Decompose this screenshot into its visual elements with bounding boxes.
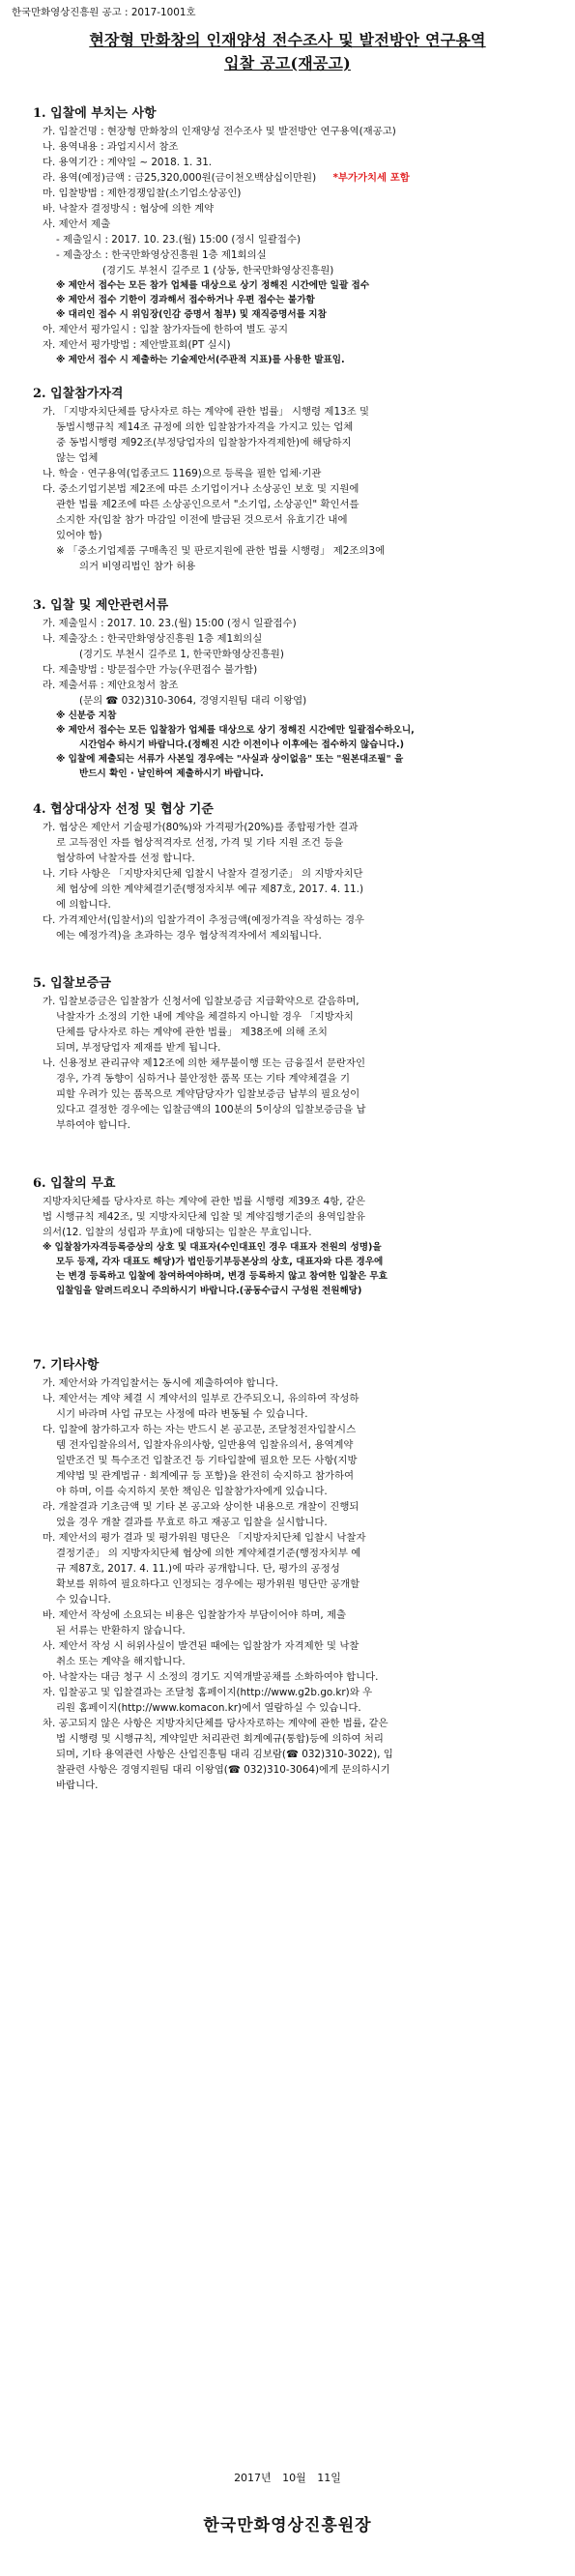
item-2-na: 나. 학술 · 연구용역(업종코드 1169)으로 등록을 필한 업체·기관 — [43, 468, 322, 479]
section-3 — [33, 596, 560, 781]
item-3-ga: 가. 제출일시 : 2017. 10. 23.(월) 15:00 (정시 일괄접수) — [43, 618, 297, 629]
item-3-na: 나. 제출장소 : 한국만화영상진흥원 1층 제1회의실 — [43, 633, 263, 645]
item-7-ja-2: 리원 홈페이지(http://www.komacon.kr)에서 열람하실 수 있습니다. — [56, 1702, 361, 1714]
item-7-ra-1: 라. 개찰결과 기초금액 및 기타 본 공고와 상이한 내용으로 개찰이 진행되 — [43, 1501, 359, 1513]
item-2-ga-4: 않는 업체 — [56, 452, 99, 464]
item-5-na-5: 부하여야 합니다. — [56, 1119, 130, 1131]
item-7-cha-4: 찰관련 사항은 경영지원팀 대리 이왕엽(☎ 032)310-3064)에게 문의하시기 — [56, 1764, 390, 1776]
vat-note: *부가가치세 포함 — [332, 172, 410, 184]
item-1-ga: 가. 입찰건명 : 현장형 만화창의 인재양성 전수조사 및 발전방안 연구용역(재공고) — [43, 126, 396, 137]
item-2-ga-3: 중 동법시행령 제92조(부정당업자의 입찰참가자격제한)에 해당하지 — [56, 437, 352, 449]
item-4-ga-2: 로 고득점인 자를 협상적격자로 선정, 가격 및 기타 지원 조건 등을 — [56, 837, 344, 849]
item-7-da-2: 템 전자입찰유의서, 입찰자유의사항, 일반용역 입찰유의서, 용역계약 — [56, 1439, 354, 1451]
item-7-ma-3: 규 제87호, 2017. 4. 11.)에 따라 공개합니다. 단, 평가의 공정성 — [56, 1563, 340, 1575]
item-7-ga: 가. 제안서와 가격입찰서는 동시에 제출하여야 합니다. — [43, 1377, 278, 1389]
item-2-ga-1: 가. 「지방자치단체를 당사자로 하는 계약에 관한 법률」 시행령 제13조 및 — [43, 406, 370, 418]
item-5-ga-3: 단체를 당사자로 하는 계약에 관한 법률」 제38조에 의해 조치 — [56, 1027, 328, 1038]
item-4-da-1: 다. 가격제안서(입찰서)의 입찰가격이 추정금액(예정가격을 작성하는 경우 — [43, 914, 365, 926]
item-1-da: 다. 용역기간 : 계약일 ~ 2018. 1. 31. — [43, 157, 213, 168]
note-1-4: ※ 제안서 접수 시 제출하는 기술제안서(주관적 지표)를 사용한 발표임. — [56, 355, 345, 365]
item-5-na-4: 있다고 결정한 경우에는 입찰금액의 100분의 5이상의 입찰보증금을 납 — [56, 1104, 366, 1115]
item-7-cha-2: 법 시행령 및 시행규칙, 계약일반 처리관련 회계예규(통합)등에 의하여 처리 — [56, 1733, 384, 1745]
section-4-heading: 4. 협상대상자 선정 및 협상 기준 — [33, 802, 214, 817]
item-2-da-1: 다. 중소기업기본법 제2조에 따른 소기업이거나 소상공인 보호 및 지원에 — [43, 483, 359, 495]
issuing-agency: 한국만화영상진흥원장 — [203, 2516, 372, 2535]
note-1-1: ※ 제안서 접수는 모든 참가 업체를 대상으로 상기 정해진 시간에만 일괄 접수 — [56, 280, 370, 291]
item-7-ba-1: 바. 제안서 작성에 소요되는 비용은 입찰참가자 부담이어야 하며, 제출 — [43, 1609, 347, 1621]
item-3-da: 다. 제출방법 : 방문접수만 가능(우편접수 불가함) — [43, 664, 258, 676]
item-2-note-2: 의거 비영리법인 참가 허용 — [79, 561, 196, 572]
item-5-na-1: 나. 신용정보 관리규약 제12조에 의한 채무불이행 또는 금융질서 문란자인 — [43, 1057, 366, 1069]
item-7-da-3: 일반조건 및 특수조건 입찰조건 등 기타입찰에 필요한 모든 사항(지방 — [56, 1455, 358, 1466]
item-7-ma-4: 확보를 위하여 필요하다고 인정되는 경우에는 평가위원 명단만 공개할 — [56, 1578, 360, 1590]
item-7-cha-5: 바랍니다. — [56, 1780, 99, 1791]
item-5-ga-2: 낙찰자가 소정의 기한 내에 계약을 체결하지 아니할 경우 「지방자치 — [56, 1011, 354, 1023]
item-5-na-2: 경우, 가격 동향이 심하거나 불안정한 품목 또는 기타 계약체결을 기 — [56, 1073, 351, 1085]
item-3-na-2: (경기도 부천시 길주로 1, 한국만화영상진흥원) — [79, 649, 284, 660]
item-2-ga-2: 동법시행규칙 제14조 규정에 의한 입찰참가자격을 가지고 있는 업체 — [56, 421, 354, 433]
section-2 — [33, 385, 560, 574]
section-1 — [33, 104, 560, 367]
item-7-ah: 아. 낙찰자는 대금 청구 시 소정의 경기도 지역개발공채를 소화하여야 합니다. — [43, 1671, 379, 1683]
item-7-da-5: 야 하며, 이를 숙지하지 못한 책임은 입찰참가자에게 있습니다. — [56, 1486, 328, 1497]
item-7-cha-1: 차. 공고되지 않은 사항은 지방자치단체를 당사자로하는 계약에 관한 법률, 같은 — [43, 1718, 388, 1729]
issue-date: 2017년 10월 11일 — [234, 2472, 341, 2484]
title-line-1: 현장형 만화창의 인재양성 전수조사 및 발전방안 연구용역 — [89, 31, 486, 49]
item-1-na: 나. 용역내용 : 과업지시서 참조 — [43, 141, 179, 153]
item-1-ra-text: 라. 용역(예정)금액 : 금25,320,000원(금이천오백삼십이만원) — [43, 172, 317, 184]
item-1-sa-3: (경기도 부천시 길주로 1 (상동, 한국만화영상진흥원) — [102, 265, 334, 276]
item-1-ra — [33, 170, 560, 186]
section-1-heading: 1. 입찰에 부치는 사항 — [33, 106, 157, 121]
section-6 — [33, 1174, 560, 1298]
item-7-cha-3: 되며, 기타 용역관련 사항은 산업진흥팀 대리 김보람(☎ 032)310-3022), 입 — [56, 1749, 393, 1760]
item-7-sa-2: 취소 또는 계약을 해지합니다. — [56, 1656, 186, 1667]
item-1-ah: 아. 제안서 평가일시 : 입찰 참가자들에 한하여 별도 공지 — [43, 324, 289, 335]
item-1-sa-1: - 제출일시 : 2017. 10. 23.(월) 15:00 (정시 일괄접수) — [56, 234, 302, 246]
section-7 — [33, 1356, 560, 1793]
note-1-2: ※ 제안서 접수 기한이 경과해서 접수하거나 우편 접수는 불가함 — [56, 295, 315, 305]
note-3-3: 시간엄수 하시기 바랍니다.(정해진 시간 이전이나 이후에는 접수하지 않습니다.) — [79, 739, 404, 750]
item-1-ba: 바. 낙찰자 결정방식 : 협상에 의한 계약 — [43, 203, 215, 215]
item-4-ga-1: 가. 협상은 제안서 기술평가(80%)와 가격평가(20%)를 종합평가한 결과 — [43, 822, 359, 833]
item-7-da-1: 다. 입찰에 참가하고자 하는 자는 반드시 본 공고문, 조달청전자입찰시스 — [43, 1424, 357, 1435]
section-6-heading: 6. 입찰의 무효 — [33, 1176, 116, 1191]
item-7-ja-1: 자. 입찰공고 및 입찰결과는 조달청 홈페이지(http://www.g2b.go.kr)와 우 — [43, 1687, 373, 1698]
item-1-sa: 사. 제안서 제출 — [43, 218, 111, 230]
note-6-2: 모두 등재, 각자 대표도 해당)가 법인등기부등본상의 상호, 대표자와 다른 경우에 — [56, 1257, 384, 1267]
item-7-ra-2: 었을 경우 개찰 결과를 무효로 하고 재공고 입찰을 실시합니다. — [56, 1517, 328, 1528]
note-6-4: 입찰임을 알려드리오니 주의하시기 바랍니다.(공동수급시 구성원 전원해당) — [56, 1286, 362, 1296]
item-7-na-1: 나. 제안서는 계약 체결 시 계약서의 일부로 간주되오니, 유의하여 작성하 — [43, 1393, 359, 1404]
item-1-sa-2: - 제출장소 : 한국만화영상진흥원 1층 제1회의실 — [56, 249, 267, 261]
item-2-da-2: 관한 법률 제2조에 따른 소상공인으로서 "소기업, 소상공인" 확인서를 — [56, 499, 359, 510]
section-3-heading: 3. 입찰 및 제안관련서류 — [33, 598, 169, 613]
item-3-ra: 라. 제출서류 : 제안요청서 참조 — [43, 680, 179, 691]
item-4-ga-3: 협상하여 낙찰자를 선정 합니다. — [56, 853, 195, 864]
note-6-3: 는 변경 등록하고 입찰에 참여하여야하며, 변경 등록하지 않고 참여한 입찰은 무효 — [56, 1271, 388, 1282]
section-4 — [33, 800, 560, 943]
notice-number: 한국만화영상진흥원 공고 : 2017-1001호 — [12, 7, 196, 18]
section-2-heading: 2. 입찰참가자격 — [33, 387, 124, 401]
section-5 — [33, 974, 560, 1133]
item-4-na-2: 체 협상에 의한 계약체결기준(행정자치부 예규 제87호, 2017. 4. 11.) — [56, 883, 364, 895]
title-line-2: 입찰 공고(재공고) — [224, 54, 351, 72]
note-6-1: ※ 입찰참가자격등록증상의 상호 및 대표자(수인대표인 경우 대표자 전원의 성명)을 — [43, 1242, 382, 1253]
item-2-note-1: ※ 「중소기업제품 구매촉진 및 판로지원에 관한 법률 시행령」 제2조의3에 — [56, 545, 386, 557]
item-7-ma-2: 결정기준」 의 지방자치단체 협상에 의한 계약체결기준(행정자치부 예 — [56, 1548, 361, 1559]
item-2-da-3: 소지한 자(입찰 참가 마감일 이전에 발급된 것으로서 유효기간 내에 — [56, 514, 348, 526]
note-1-3: ※ 대리인 접수 시 위임장(인감 증명서 첨부) 및 재직증명서를 지참 — [56, 309, 327, 320]
note-3-5: 반드시 확인 · 날인하여 제출하시기 바랍니다. — [79, 768, 264, 779]
item-6-body-1: 지방자치단체를 당사자로 하는 계약에 관한 법률 시행령 제39조 4항, 같은 — [43, 1196, 365, 1207]
note-3-1: ※ 신분증 지참 — [56, 710, 117, 721]
item-1-ja: 자. 제안서 평가방법 : 제안발표회(PT 실시) — [43, 339, 231, 351]
note-3-4: ※ 입찰에 제출되는 서류가 사본일 경우에는 "사실과 상이없음" 또는 "원본대조필" 을 — [56, 754, 404, 765]
item-3-ra-2: (문의 ☎ 032)310-3064, 경영지원팀 대리 이왕엽) — [79, 695, 307, 707]
item-4-na-3: 에 의합니다. — [56, 899, 111, 911]
item-7-ma-5: 수 있습니다. — [56, 1594, 111, 1606]
item-5-ga-4: 되며, 부정당업자 제재를 받게 됩니다. — [56, 1042, 221, 1054]
item-6-body-3: 의서(12. 입찰의 성립과 무효)에 대항되는 입찰은 무효입니다. — [43, 1227, 312, 1238]
item-5-ga-1: 가. 입찰보증금은 입찰참가 신청서에 입찰보증금 지급확약으로 갈음하며, — [43, 996, 359, 1007]
item-7-ba-2: 된 서류는 반환하지 않습니다. — [56, 1625, 186, 1636]
item-4-da-2: 에는 예정가격)을 초과하는 경우 협상적격자에서 제외됩니다. — [56, 930, 322, 941]
item-2-da-4: 있어야 함) — [56, 530, 102, 541]
item-5-na-3: 피할 우려가 있는 품목으로 계약담당자가 입찰보증금 납부의 필요성이 — [56, 1088, 360, 1100]
item-7-ma-1: 마. 제안서의 평가 결과 및 평가위원 명단은 「지방자치단체 입찰시 낙찰자 — [43, 1532, 366, 1544]
section-7-heading: 7. 기타사항 — [33, 1358, 100, 1373]
item-7-na-2: 시기 바라며 사업 규모는 사정에 따라 변동될 수 있습니다. — [56, 1408, 308, 1420]
item-6-body-2: 법 시행규칙 제42조, 및 지방자치단체 입찰 및 계약집행기준의 용역입찰유 — [43, 1211, 366, 1223]
section-5-heading: 5. 입찰보증금 — [33, 976, 111, 991]
item-1-ma: 마. 입찰방법 : 제한경쟁입찰(소기업소상공인) — [43, 188, 242, 199]
note-3-2: ※ 제안서 접수는 모든 입찰참가 업체를 대상으로 상기 정해진 시간에만 일괄접수하오니, — [56, 725, 415, 736]
item-7-sa-1: 사. 제안서 작성 시 허위사실이 발견된 때에는 입찰참가 자격제한 및 낙찰 — [43, 1640, 359, 1652]
item-4-na-1: 나. 기타 사항은 「지방자치단체 입찰시 낙찰자 결정기준」 의 지방자치단 — [43, 868, 363, 880]
notice-title — [0, 29, 575, 75]
item-7-da-4: 계약법 및 관계법규 · 회계예규 등 포함)을 완전히 숙지하고 참가하여 — [56, 1470, 355, 1482]
